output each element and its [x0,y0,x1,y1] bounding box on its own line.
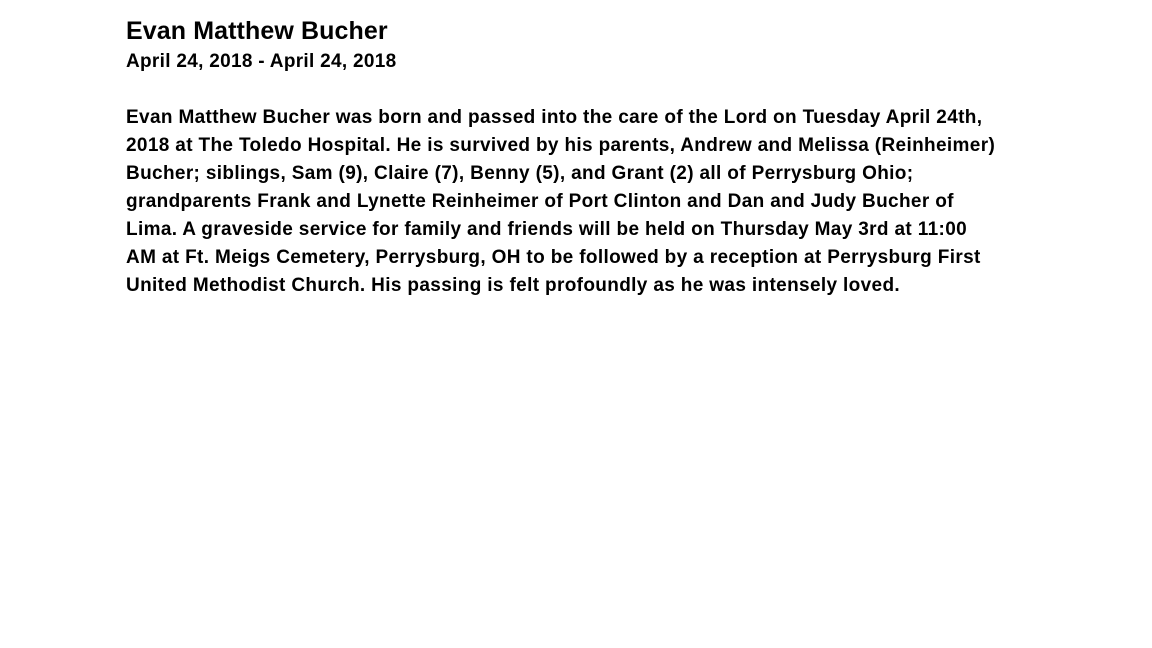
obituary [126,14,1006,300]
obituary-dates: April 24, 2018 - April 24, 2018 [126,51,397,72]
obituary-name: Evan Matthew Bucher [126,17,388,45]
obituary-text: Evan Matthew Bucher was born and passed into the care of the Lord on Tuesday April 24th, 2018 at The Toledo Hospital. He is survived by his parents, Andrew and Melissa (Reinheimer) Bucher; siblings, Sam (9), Claire (7), Benny (5), and Grant (2) all of Perrysburg Ohio; grandparents Frank and Lynette Reinheimer of Port Clinton and Dan and Judy Bucher of Lima. A graveside service for family and friends will be held on Thursday May 3rd at 11:00 AM at Ft. Meigs Cemetery, Perrysburg, OH to be followed by a reception at Perrysburg First United Methodist Church. His passing is felt profoundly as he was intensely loved. [126,107,996,296]
